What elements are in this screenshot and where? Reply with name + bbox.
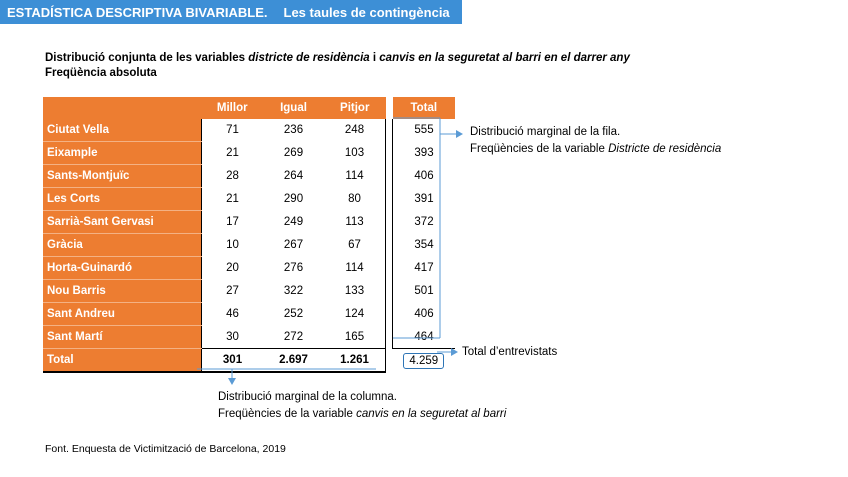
- cell-value: 28: [202, 165, 264, 188]
- row-total: 391: [393, 188, 456, 211]
- cell-value: 165: [324, 326, 386, 349]
- column-header: Pitjor: [324, 97, 386, 119]
- cell-value: 267: [283, 239, 304, 251]
- cell-value: 236: [283, 124, 304, 137]
- column-marginal-line-1: Distribució marginal de la columna.: [218, 391, 397, 403]
- row-total: 406: [393, 165, 456, 188]
- cell-value: 46: [202, 303, 264, 326]
- header-topic-title: Les taules de contingència: [283, 4, 450, 20]
- grand-total-annotation: Total d’entrevistats: [462, 346, 558, 358]
- cell-value: 276: [283, 262, 304, 274]
- row-marginal-prefix: Freqüències de la variable: [470, 143, 609, 155]
- column-total: 2.697: [263, 349, 324, 373]
- cell-value: 264: [283, 170, 304, 182]
- source-note: Font. Enquesta de Victimització de Barcelona, 2019: [45, 443, 286, 455]
- row-label: Horta-Guinardó: [43, 257, 202, 280]
- cell-value: 322: [283, 285, 304, 297]
- row-label: Sant Martí: [43, 326, 202, 349]
- row-label: Sarrià-Sant Gervasi: [43, 211, 202, 234]
- cell-value: 21: [202, 188, 264, 211]
- column-header: Millor: [202, 97, 264, 119]
- row-total: 372: [393, 211, 456, 234]
- column-total: 301: [202, 349, 264, 373]
- column-marginal-prefix: Freqüències de la variable: [218, 408, 357, 420]
- row-label: Gràcia: [43, 234, 202, 257]
- cell-value: 27: [202, 280, 264, 303]
- cell-value: 80: [324, 188, 386, 211]
- grand-total-value: 4.259: [403, 353, 444, 369]
- row-total: 354: [393, 234, 456, 257]
- cell-value: 113: [324, 211, 386, 234]
- row-total: 464: [393, 326, 456, 349]
- column-header: Igual: [263, 97, 324, 119]
- row-total: 417: [393, 257, 456, 280]
- cell-value: 114: [324, 165, 386, 188]
- cell-value: 269: [283, 147, 304, 159]
- cell-value: 290: [283, 193, 304, 205]
- cell-value: 248: [324, 119, 386, 142]
- row-total: 393: [393, 142, 456, 165]
- row-marginal-variable: Districte de residència: [608, 143, 722, 155]
- row-label: Sants-Montjuïc: [43, 165, 202, 188]
- title-variable-1: districte de residència: [248, 52, 370, 64]
- cell-value: 103: [324, 142, 386, 165]
- row-marginal-bracket: [393, 118, 462, 338]
- column-marginal-bracket: [197, 369, 376, 384]
- row-label: Les Corts: [43, 188, 202, 211]
- row-marginal-line-1: Distribució marginal de la fila.: [470, 126, 621, 138]
- title-prefix: Distribució conjunta de les variables: [45, 52, 249, 64]
- title-line-2: Freqüència absoluta: [45, 67, 157, 79]
- cell-value: 71: [202, 119, 264, 142]
- header-section-title: ESTADÍSTICA DESCRIPTIVA BIVARIABLE.: [7, 4, 268, 20]
- cell-value: 17: [202, 211, 264, 234]
- total-row-label: Total: [43, 349, 202, 373]
- title-connector: i: [369, 52, 380, 64]
- row-total: 555: [393, 119, 456, 142]
- row-label: Eixample: [43, 142, 202, 165]
- row-label: Nou Barris: [43, 280, 202, 303]
- row-total: 406: [393, 303, 456, 326]
- title-variable-2: canvis en la seguretat al barri en el darrer any: [379, 52, 630, 64]
- cell-value: 20: [202, 257, 264, 280]
- cell-value: 21: [202, 142, 264, 165]
- row-label: Ciutat Vella: [43, 119, 202, 142]
- cell-value: 249: [283, 216, 304, 228]
- cell-value: 124: [324, 303, 386, 326]
- cell-value: 133: [324, 280, 386, 303]
- cell-value: 67: [324, 234, 386, 257]
- cell-value: 252: [283, 308, 304, 320]
- column-total: 1.261: [324, 349, 386, 373]
- row-label: Sant Andreu: [43, 303, 202, 326]
- column-marginal-variable: canvis en la seguretat al barri: [356, 408, 507, 420]
- cell-value: 114: [324, 257, 386, 280]
- total-column-header: Total: [393, 97, 456, 119]
- cell-value: 272: [283, 330, 304, 343]
- cell-value: 10: [202, 234, 264, 257]
- row-total: 501: [393, 280, 456, 303]
- cell-value: 30: [202, 326, 264, 349]
